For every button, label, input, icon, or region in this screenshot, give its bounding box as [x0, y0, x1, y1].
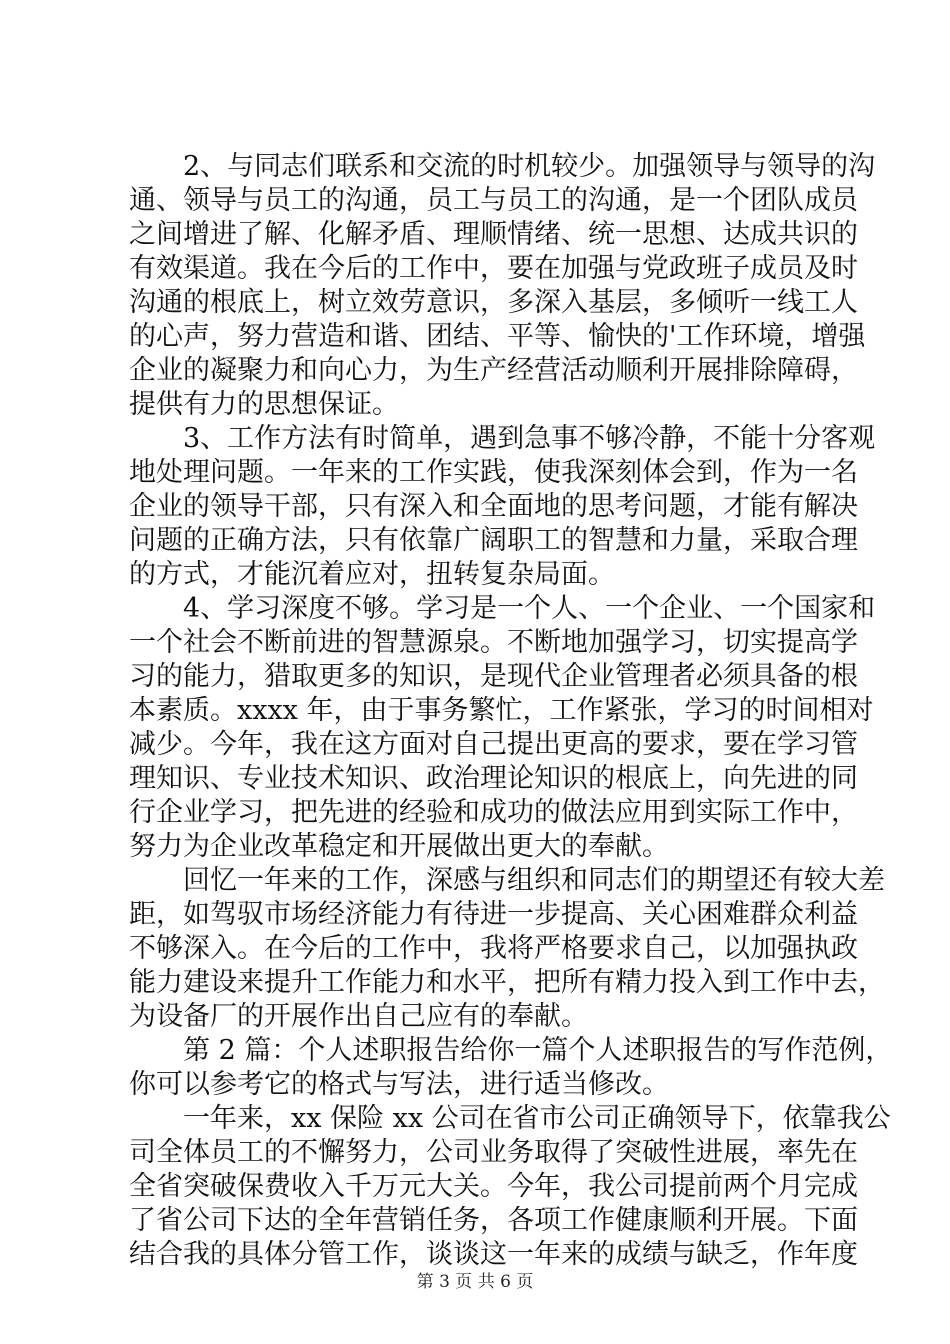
- text-line: 一年来，xx 保险 xx 公司在省市公司正确领导下，依靠我公: [183, 1103, 891, 1134]
- text-line: 本素质。xxxx 年，由于事务繁忙，工作紧张，学习的时间相对: [129, 695, 874, 726]
- text-line: 结合我的具体分管工作，谈谈这一年来的成绩与缺乏，作年度: [129, 1239, 858, 1270]
- text-line: 4、学习深度不够。学习是一个人、一个企业、一个国家和: [183, 593, 876, 624]
- page-footer: 第 3 页 共 6 页: [416, 1272, 534, 1292]
- text-line: 不够深入。在今后的工作中，我将严格要求自己，以加强执政: [129, 933, 858, 964]
- text-line: 司全体员工的不懈努力，公司业务取得了突破性进展，率先在: [129, 1137, 858, 1168]
- text-line: 有效渠道。我在今后的工作中，要在加强与党政班子成员及时: [129, 253, 858, 284]
- text-line: 理知识、专业技术知识、政治理论知识的根底上，向先进的同: [129, 763, 858, 794]
- text-line: 地处理问题。一年来的工作实践，使我深刻体会到，作为一名: [129, 457, 858, 488]
- text-line: 努力为企业改革稳定和开展做出更大的奉献。: [129, 831, 669, 862]
- text-line: 通、领导与员工的沟通，员工与员工的沟通，是一个团队成员: [129, 185, 858, 216]
- text-line: 一个社会不断前进的智慧源泉。不断地加强学习，切实提高学: [129, 627, 858, 658]
- text-line: 3、工作方法有时简单，遇到急事不够冷静，不能十分客观: [183, 423, 876, 454]
- text-line: 减少。今年，我在这方面对自己提出更高的要求，要在学习管: [129, 729, 858, 760]
- document-body: [129, 150, 893, 1272]
- text-line: 的方式，才能沉着应对，扭转复杂局面。: [129, 559, 615, 590]
- text-line: 企业的领导干部，只有深入和全面地的思考问题，才能有解决: [129, 491, 858, 522]
- text-line: 第 2 篇：个人述职报告给你一篇个人述职报告的写作范例，: [183, 1035, 893, 1066]
- text-line: 能力建设来提升工作能力和水平，把所有精力投入到工作中去，: [129, 967, 885, 998]
- text-line: 你可以参考它的格式与写法，进行适当修改。: [129, 1069, 669, 1100]
- text-line: 提供有力的思想保证。: [129, 389, 399, 420]
- text-line: 2、与同志们联系和交流的时机较少。加强领导与领导的沟: [183, 151, 876, 182]
- text-line: 沟通的根底上，树立效劳意识，多深入基层，多倾听一线工人: [129, 287, 858, 318]
- text-line: 全省突破保费收入千万元大关。今年，我公司提前两个月完成: [129, 1171, 858, 1202]
- text-line: 企业的凝聚力和向心力，为生产经营活动顺利开展排除障碍，: [129, 355, 858, 386]
- text-line: 距，如驾驭市场经济能力有待进一步提高、关心困难群众利益: [129, 899, 858, 930]
- text-line: 习的能力，猎取更多的知识，是现代企业管理者必须具备的根: [129, 661, 858, 692]
- text-line: 问题的正确方法，只有依靠广阔职工的智慧和力量，采取合理: [129, 525, 858, 556]
- text-line: 之间增进了解、化解矛盾、理顺情绪、统一思想、达成共识的: [129, 219, 858, 250]
- text-line: 的心声，努力营造和谐、团结、平等、愉快的'工作环境，增强: [129, 321, 866, 352]
- text-line: 回忆一年来的工作，深感与组织和同志们的期望还有较大差: [183, 865, 885, 896]
- text-line: 行企业学习，把先进的经验和成功的做法应用到实际工作中，: [129, 797, 858, 828]
- text-line: 为设备厂的开展作出自己应有的奉献。: [129, 1001, 588, 1032]
- text-line: 了省公司下达的全年营销任务，各项工作健康顺利开展。下面: [129, 1205, 858, 1236]
